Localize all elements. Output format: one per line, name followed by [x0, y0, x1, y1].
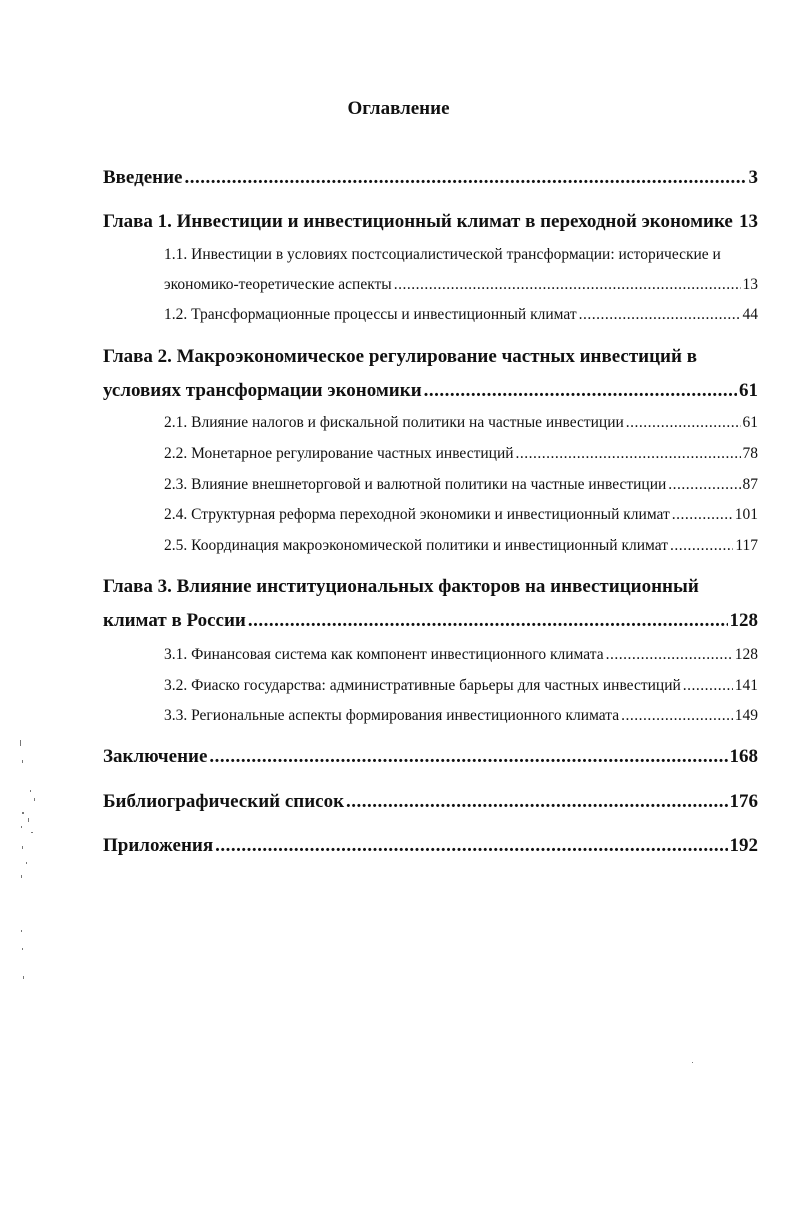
toc-entry-label: Глава 1. Инвестиции и инвестиционный климат в переходной экономике — [103, 211, 733, 232]
toc-entry-chapter-2-line1[interactable]: Глава 2. Макроэкономическое регулирование частных инвестиций в — [103, 346, 697, 367]
toc-entry-chapter-3-line1[interactable]: Глава 3. Влияние институциональных факторов на инвестиционный — [103, 576, 699, 597]
toc-entry-page: 101 — [734, 506, 758, 523]
toc-entry-label: 2.3. Влияние внешнеторговой и валютной политики на частные инвестиции — [164, 476, 667, 493]
toc-entry-label: 1.2. Трансформационные процессы и инвестиционный климат — [164, 306, 577, 323]
toc-entry-page: 78 — [742, 445, 758, 462]
toc-entry-page: 13 — [742, 276, 758, 293]
toc-entry-label: 2.1. Влияние налогов и фискальной политики на частные инвестиции — [164, 414, 624, 431]
toc-entry-label: 2.2. Монетарное регулирование частных инвестиций — [164, 445, 514, 462]
toc-entry-label: 2.5. Координация макроэкономической политики и инвестиционный климат — [164, 537, 668, 554]
toc-entry-label: экономико-теоретические аспекты — [164, 276, 392, 293]
toc-entry-label: условиях трансформации экономики — [103, 380, 422, 401]
toc-entry-page: 149 — [734, 707, 758, 724]
toc-entry-page: 141 — [734, 677, 758, 694]
toc-entry-page: 168 — [729, 746, 758, 767]
toc-entry-page: 3 — [748, 167, 758, 188]
toc-entry-page: 61 — [742, 414, 758, 431]
toc-entry-label: Введение — [103, 167, 183, 188]
toc-entry-label: Заключение — [103, 746, 208, 767]
toc-entry-label: 3.1. Финансовая система как компонент инвестиционного климата — [164, 646, 604, 663]
toc-entry-page: 128 — [734, 646, 758, 663]
toc-entry-label: Библиографический список — [103, 791, 345, 812]
toc-entry-1-1-line1[interactable]: 1.1. Инвестиции в условиях постсоциалистической трансформации: исторические и — [164, 246, 721, 263]
toc-entry-label: климат в России — [103, 610, 246, 631]
page-title: Оглавление — [347, 98, 450, 119]
toc-entry-label: 3.2. Фиаско государства: административные барьеры для частных инвестиций — [164, 677, 681, 694]
toc-entry-page: 13 — [739, 211, 758, 232]
toc-entry-label: Приложения — [103, 835, 214, 856]
toc-entry-label: 2.4. Структурная реформа переходной экономики и инвестиционный климат — [164, 506, 670, 523]
toc-entry-page: 192 — [729, 835, 758, 856]
toc-entry-page: 44 — [742, 306, 758, 323]
toc-entry-page: 176 — [729, 791, 758, 812]
toc-entry-label: 3.3. Региональные аспекты формирования инвестиционного климата — [164, 707, 620, 724]
toc-entry-page: 117 — [735, 537, 758, 554]
toc-entry-page: 61 — [739, 380, 758, 401]
toc-entry-page: 128 — [729, 610, 758, 631]
toc-entry-page: 87 — [742, 476, 758, 493]
